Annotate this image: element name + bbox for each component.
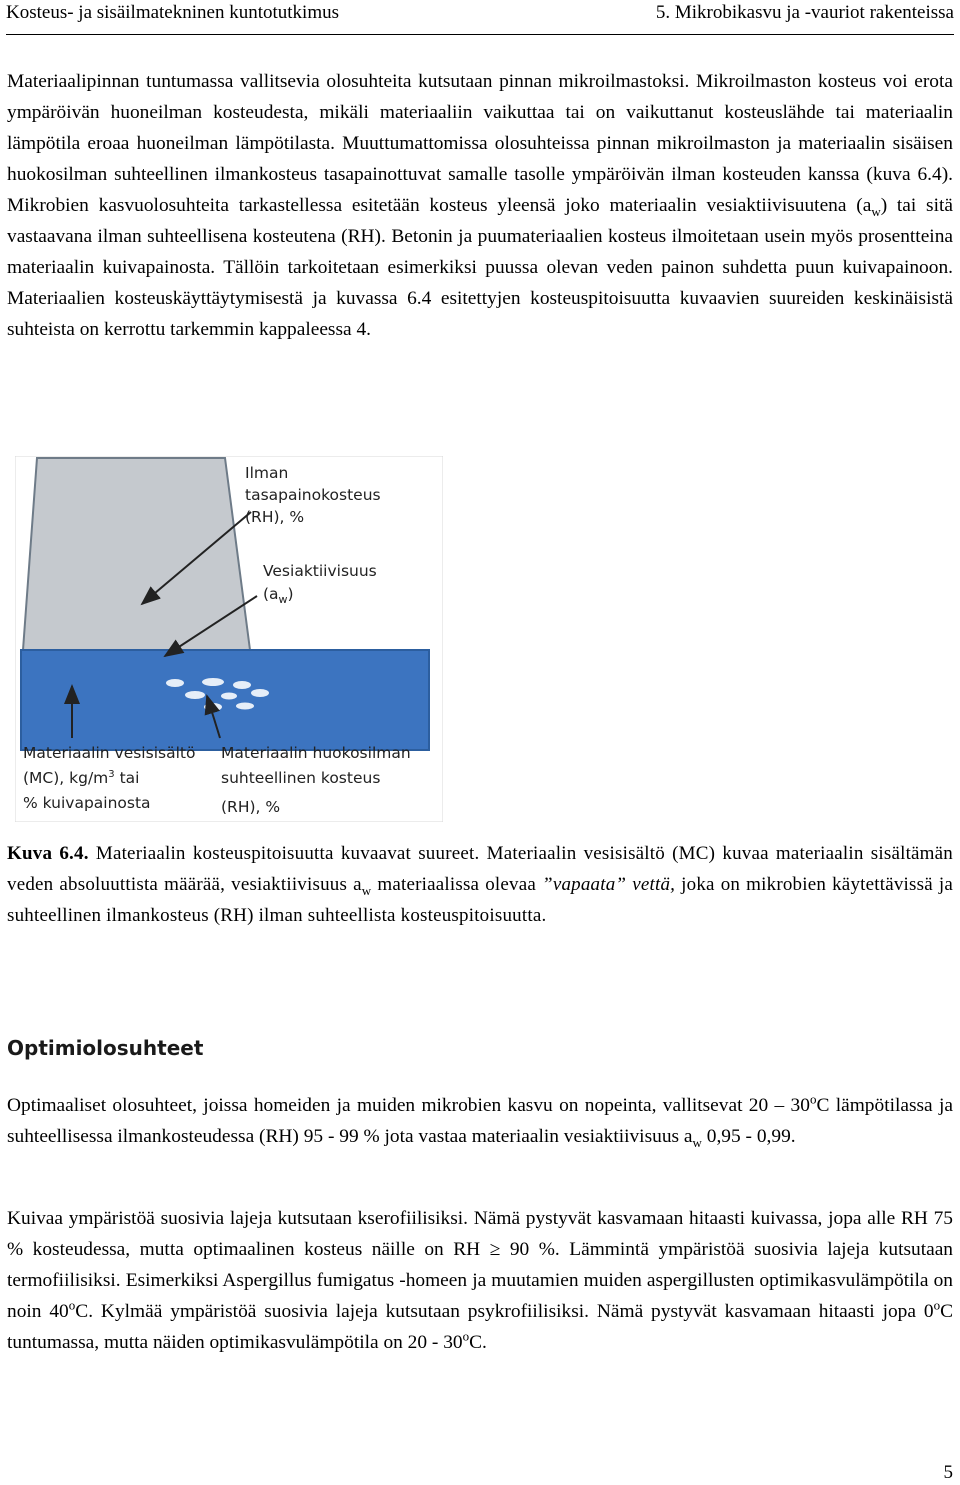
- superscript: o: [462, 1328, 470, 1344]
- caption-text: Materiaalin kosteuspitoisuutta kuvaavat suureet. Materiaalin vesisisältö (MC) kuvaa materiaalin sisältämän veden absoluuttista määrää, vesiaktiivisuus a: [7, 843, 953, 895]
- subscript: w: [361, 882, 372, 898]
- paragraph-text: C tuntumassa, mutta näiden optimikasvulämpötila on 20 - 30: [7, 1301, 953, 1353]
- label-water-content: Materiaalin vesisisältö (MC), $kg/m^3$ tai % kuivapainosta: [23, 744, 196, 812]
- subscript: w: [871, 203, 881, 219]
- header-document-title: Kosteus- ja sisäilmatekninen kuntotutkimus: [6, 2, 339, 23]
- paragraph-text: Kuivaa ympäristöä suosivia lajeja kutsutaan kserofiilisiksi. Nämä pystyvät kasvamaan hitaasti kuivassa, jopa alle RH 75 % kosteudessa, mutta optimaalinen kosteus näille on RH ≥ 90 %. Lämmintä ympäristöä suosivia lajeja kutsutaan termofiilisiksi. Esimerkiksi Aspergillus fumigatus -homeen ja muutamien muiden aspergillusten optimikasvulämpötila on noin 40: [7, 1208, 953, 1322]
- pore: [233, 681, 251, 689]
- paragraph-text: C.: [469, 1332, 487, 1353]
- pore: [166, 679, 184, 687]
- paragraph-optimal-conditions: [7, 1090, 953, 1152]
- paragraph-species: [7, 1203, 953, 1358]
- pore: [236, 703, 254, 710]
- superscript: o: [809, 1091, 817, 1107]
- caption-label: Kuva 6.4.: [7, 843, 89, 864]
- caption-text: materiaalissa olevaa: [371, 874, 543, 895]
- paragraph-text: ) tai sitä vastaavana ilman suhteellisena kosteutena (RH). Betonin ja puumateriaalien kosteus ilmoitetaan usein myös prosentteina materiaalin kuivapainosta. Tällöin tarkoitetaan esimerkiksi puussa olevan veden painon suhdetta puun kuivapainoon. Materiaalien kosteuskäyttäytymisestä ja kuvassa 6.4 esitettyjen kosteuspitoisuutta kuvaavien suureiden keskinäisistä suhteista on kerrottu tarkemmin kappaleessa 4.: [7, 195, 953, 340]
- caption-italic-text: ”vapaata” vettä,: [542, 874, 676, 895]
- paragraph-microclimate: [7, 66, 953, 345]
- superscript: o: [933, 1297, 941, 1313]
- paragraph-text: C. Kylmää ympäristöä suosivia lajeja kutsutaan psykrofiilisiksi. Nämä pystyvät kasvamaan hitaasti jopa 0: [75, 1301, 934, 1322]
- label-air: Ilman tasapainokosteus (RH), %: [245, 464, 381, 526]
- air-volume: [23, 458, 250, 650]
- paragraph-text: Materiaalipinnan tuntumassa vallitsevia olosuhteita kutsutaan pinnan mikroilmastoksi. Mikroilmaston kosteus voi erota ympäröivän huoneilman kosteudesta, mikäli materiaaliin vaikuttaa tai on vaikuttanut kosteuslähde tai materiaalin lämpötila eroaa huoneilman lämpötilasta. Muuttumattomissa olosuhteissa pinnan mikroilmaston ja materiaalin sisäisen huokosilman suhteellinen ilmankosteus tasapainottuvat samalle tasolle ympäröivän ilman kosteuden kanssa (kuva 6.4). Mikrobien kasvuolosuhteita tarkastellessa esitetään kosteus yleensä joko materiaalin vesiaktiivisuutena (a: [7, 71, 953, 216]
- pore: [221, 693, 237, 700]
- section-heading: Optimiolosuhteet: [7, 1036, 204, 1060]
- page-number: 5: [943, 1462, 953, 1483]
- page-header: [6, 0, 954, 35]
- caption-text: joka on mikrobien käytettävissä ja suhteellinen ilmankosteus (RH) ilman suhteellista kosteuspitoisuutta.: [7, 874, 953, 926]
- header-chapter-title: 5. Mikrobikasvu ja -vauriot rakenteissa: [655, 2, 954, 23]
- pore: [202, 678, 224, 686]
- label-pore-air: Materiaalin huokosilman suhteellinen kosteus (RH), %: [221, 744, 411, 816]
- pore: [204, 703, 222, 711]
- pore: [185, 691, 205, 699]
- paragraph-text: 0,95 - 0,99.: [701, 1126, 796, 1147]
- figure-caption: [7, 838, 953, 931]
- label-water-activity: Vesiaktiivisuus $(a_w)$: [263, 562, 377, 606]
- paragraph-text: Optimaaliset olosuhteet, joissa homeiden ja muiden mikrobien kasvu on nopeinta, vallitsevat 20 – 30: [7, 1095, 810, 1116]
- paragraph-text: C lämpötilassa ja suhteellisessa ilmankosteudessa (RH) 95 - 99 % jota vastaa materiaalin vesiaktiivisuus a: [7, 1095, 953, 1147]
- subscript: w: [692, 1134, 702, 1150]
- moisture-figure: [15, 456, 443, 822]
- superscript: o: [68, 1297, 76, 1313]
- material-block: [21, 650, 429, 750]
- pore: [251, 689, 269, 697]
